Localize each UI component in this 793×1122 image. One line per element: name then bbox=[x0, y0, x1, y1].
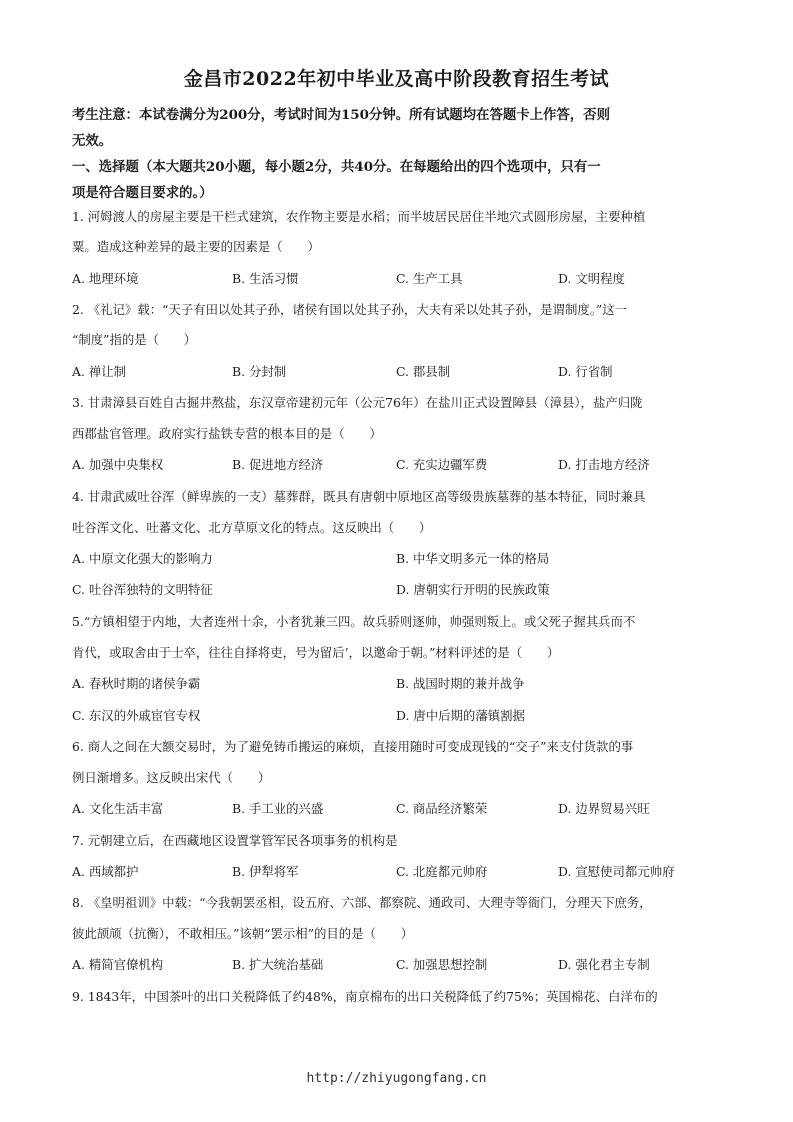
question-1-line-1: 1. 河姆渡人的房屋主要是干栏式建筑，农作物主要是水稻；而半坡居民居住半地穴式圆形房屋，主要种植 bbox=[72, 209, 646, 224]
question-8-options bbox=[72, 955, 722, 975]
question-8-option-c: C. 加强思想控制 bbox=[396, 957, 488, 972]
page-title: 金昌市2022年初中毕业及高中阶段教育招生考试 bbox=[183, 68, 610, 90]
question-5-options-row-2 bbox=[72, 706, 722, 726]
question-3-option-d: D. 打击地方经济 bbox=[558, 457, 650, 472]
question-6-line-2: 例日渐增多。这反映出宋代（ ） bbox=[72, 770, 271, 785]
question-2-options bbox=[72, 362, 722, 382]
question-2-option-a: A. 禅让制 bbox=[72, 364, 126, 379]
question-7-option-c: C. 北庭都元帅府 bbox=[396, 864, 488, 879]
question-8-option-d: D. 强化君主专制 bbox=[558, 957, 650, 972]
question-8-line-2: 彼此颉颃（抗衡），不敢相压。”该朝“罢示相”的目的是（ ） bbox=[72, 926, 414, 941]
question-1-option-b: B. 生活习惯 bbox=[232, 271, 299, 286]
question-7-option-a: A. 西域都护 bbox=[72, 864, 139, 879]
section-heading-line-1: 一、选择题（本大题共20小题，每小题2分，共40分。在每题给出的四个选项中，只有一 bbox=[72, 159, 601, 175]
question-4-line-1: 4. 甘肃武威吐谷浑（鲜卑族的一支）墓葬群，既具有唐朝中原地区高等级贵族墓葬的基本特征，同时兼具 bbox=[72, 489, 646, 504]
question-6-option-a: A. 文化生活丰富 bbox=[72, 801, 164, 816]
question-9-line-1: 9. 1843年，中国茶叶的出口关税降低了约48%，南京棉布的出口关税降低了约75%；英国棉花、白洋布的 bbox=[72, 989, 658, 1004]
question-4-option-b: B. 中华文明多元一体的格局 bbox=[396, 551, 550, 566]
question-2-line-1: 2. 《礼记》载：“天子有田以处其子孙，诸侯有国以处其子孙，大夫有采以处其子孙，是谓制度。”这一 bbox=[72, 302, 628, 317]
question-1-option-d: D. 文明程度 bbox=[558, 271, 625, 286]
question-6-option-d: D. 边界贸易兴旺 bbox=[558, 801, 650, 816]
question-5-line-2: 肯代，或取舍由于士卒，往往自择将吏，号为留后’，以邀命于朝。”材料评述的是（ ） bbox=[72, 645, 560, 660]
question-3-line-1: 3. 甘肃漳县百姓自古掘井熬盐，东汉章帝建初元年（公元76年）在盐川正式设置障县（漳县），盐产归陇 bbox=[72, 395, 643, 410]
question-4-line-2: 吐谷浑文化、吐蕃文化、北方草原文化的特点。这反映出（ ） bbox=[72, 520, 432, 535]
question-6-options bbox=[72, 799, 722, 819]
notice-line-2: 无效。 bbox=[72, 133, 113, 149]
question-7-options bbox=[72, 862, 722, 882]
question-6-option-b: B. 手工业的兴盛 bbox=[232, 801, 324, 816]
question-7-option-b: B. 伊犁将军 bbox=[232, 864, 299, 879]
question-2-option-c: C. 郡县制 bbox=[396, 364, 451, 379]
question-5-option-c: C. 东汉的外戚宦官专权 bbox=[72, 708, 201, 723]
footer-url: http://zhiyugongfang.cn bbox=[306, 1071, 487, 1086]
question-4-options-row-1 bbox=[72, 549, 722, 569]
question-5-options-row-1 bbox=[72, 674, 722, 694]
question-4-option-a: A. 中原文化强大的影响力 bbox=[72, 551, 213, 566]
question-7-option-d: D. 宣慰使司都元帅府 bbox=[558, 864, 675, 879]
question-8-option-b: B. 扩大统治基础 bbox=[232, 957, 324, 972]
question-1-option-c: C. 生产工具 bbox=[396, 271, 463, 286]
question-5-option-b: B. 战国时期的兼并战争 bbox=[396, 676, 525, 691]
question-5-option-d: D. 唐中后期的藩镇割据 bbox=[396, 708, 525, 723]
section-heading-line-2: 项是符合题目要求的。） bbox=[72, 185, 213, 201]
question-4-options-row-2 bbox=[72, 580, 722, 600]
question-2-option-b: B. 分封制 bbox=[232, 364, 287, 379]
question-8-line-1: 8. 《皇明祖训》中载：“今我朝罢丞相，设五府、六部、都察院、通政司、大理寺等衙门，分理天下庶务， bbox=[72, 895, 652, 910]
question-7-line-1: 7. 元朝建立后，在西藏地区设置掌管军民各项事务的机构是 bbox=[72, 833, 398, 848]
question-8-option-a: A. 精简官僚机构 bbox=[72, 957, 164, 972]
question-1-option-a: A. 地理环境 bbox=[72, 271, 139, 286]
question-3-option-a: A. 加强中央集权 bbox=[72, 457, 164, 472]
question-3-option-c: C. 充实边疆军费 bbox=[396, 457, 488, 472]
question-3-option-b: B. 促进地方经济 bbox=[232, 457, 324, 472]
question-1-line-2: 粟。造成这种差异的最主要的因素是（ ） bbox=[72, 239, 320, 254]
question-4-option-c: C. 吐谷浑独特的文明特征 bbox=[72, 582, 213, 597]
question-3-options bbox=[72, 455, 722, 475]
question-5-option-a: A. 春秋时期的诸侯争霸 bbox=[72, 676, 201, 691]
question-2-line-2: “制度”指的是（ ） bbox=[72, 332, 197, 347]
question-1-options bbox=[72, 269, 722, 289]
question-3-line-2: 西郡盐官管理。政府实行盐铁专营的根本目的是（ ） bbox=[72, 426, 382, 441]
notice-line-1: 考生注意：本试卷满分为200分，考试时间为150分钟。所有试题均在答题卡上作答，否则 bbox=[72, 107, 610, 123]
question-6-option-c: C. 商品经济繁荣 bbox=[396, 801, 488, 816]
question-6-line-1: 6. 商人之间在大额交易时，为了避免铸币搬运的麻烦，直接用随时可变成现钱的“交子”来支付货款的事 bbox=[72, 739, 634, 754]
question-5-line-1: 5.“方镇相望于内地，大者连州十余，小者犹兼三四。故兵骄则逐帅，帅强则叛上。或父死子握其兵而不 bbox=[72, 614, 636, 629]
question-4-option-d: D. 唐朝实行开明的民族政策 bbox=[396, 582, 550, 597]
question-2-option-d: D. 行省制 bbox=[558, 364, 613, 379]
